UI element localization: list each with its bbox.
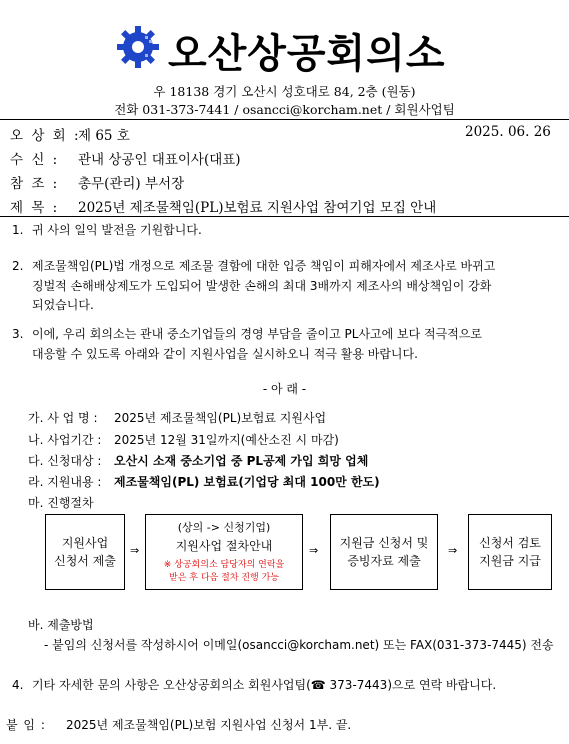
submission-label: 바. 제출방법 xyxy=(28,618,94,632)
flow-arrow-2: ⇒ xyxy=(309,544,319,557)
flow-note-line-2: 받은 후 다음 절차 진행 가능 xyxy=(169,573,279,583)
doc-date: 2025. 06. 26 xyxy=(465,124,551,140)
org-address: 우 18138 경기 오산시 성호대로 84, 2층 (원동) xyxy=(153,84,416,99)
org-contact: 전화 031-373-7441 / osancci@korcham.net / 회원사업팀 xyxy=(114,102,455,117)
flow-step-guide: (상의 -> 신청기업) 지원사업 절차안내 ※ 상공회의소 담당자의 연락을 받은 후 다음 절차 진행 가능 xyxy=(145,514,303,590)
flow-step-review: 신청서 검토 지원금 지급 xyxy=(468,514,552,590)
item-support: 라. 지원내용 : 제조물책임(PL) 보험료(기업당 최대 100만 한도) xyxy=(28,475,380,489)
recipient-label: 수 신 : xyxy=(10,152,60,168)
doc-number-label: 오 상 회 : xyxy=(10,128,81,144)
header-divider xyxy=(0,119,569,120)
gear-logo-icon xyxy=(115,24,161,70)
below-mark: - 아 래 - xyxy=(262,382,307,396)
attachment: 붙 임 : 2025년 제조물책임(PL)보험 지원사업 신청서 1부. 끝. xyxy=(6,718,352,732)
subject-label: 제 목 : xyxy=(10,200,60,216)
item-procedure: 마. 진행절차 xyxy=(28,496,94,510)
paragraph-2: 2. 제조물책임(PL)법 개정으로 제조물 결함에 대한 입증 책임이 피해자에서 제조사로 바뀌고 징벌적 손해배상제도가 도입되어 발생한 손해의 최대 3배까지 제조사의 배상책임이 강화 되었습니다. xyxy=(12,259,496,312)
subject-divider xyxy=(0,216,569,217)
flow-step-apply: 지원사업 신청서 제출 xyxy=(45,514,125,590)
flow-arrow-1: ⇒ xyxy=(130,544,140,557)
reference: 총무(관리) 부서장 xyxy=(78,176,185,192)
submission-detail: - 붙임의 신청서를 작성하시어 이메일(osancci@korcham.net) 또는 FAX(031-373-7445) 전송 xyxy=(44,638,554,652)
flow-arrow-3: ⇒ xyxy=(448,544,458,557)
item-target: 다. 신청대상 : 오산시 소재 중소기업 중 PL공제 가입 희망 업체 xyxy=(28,454,369,468)
reference-label: 참 조 : xyxy=(10,176,60,192)
paragraph-3: 3. 이에, 우리 회의소는 관내 중소기업들의 경영 부담을 줄이고 PL사고에 보다 적극적으로 대응할 수 있도록 아래와 같이 지원사업을 실시하오니 적극 활용 바랍니다. xyxy=(12,327,483,361)
flow-note-line-1: ※ 상공회의소 담당자의 연락을 xyxy=(163,560,285,570)
paragraph-1: 1. 귀 사의 일익 발전을 기원합니다. xyxy=(12,223,202,237)
doc-number: 제 65 호 xyxy=(78,128,130,144)
subject: 2025년 제조물책임(PL)보험료 지원사업 참여기업 모집 안내 xyxy=(78,200,437,216)
paragraph-4: 4. 기타 자세한 문의 사항은 오산상공회의소 회원사업팀(☎ 373-7443)으로 연락 바랍니다. xyxy=(12,678,497,692)
recipient: 관내 상공인 대표이사(대표) xyxy=(78,152,241,168)
item-project-name: 가. 사 업 명 : 2025년 제조물책임(PL)보험료 지원사업 xyxy=(28,411,327,425)
flow-step-submit: 지원금 신청서 및 증빙자료 제출 xyxy=(330,514,438,590)
item-period: 나. 사업기간 : 2025년 12월 31일까지(예산소진 시 마감) xyxy=(28,433,339,447)
org-logo-text: 오산상공회의소 xyxy=(168,31,446,77)
